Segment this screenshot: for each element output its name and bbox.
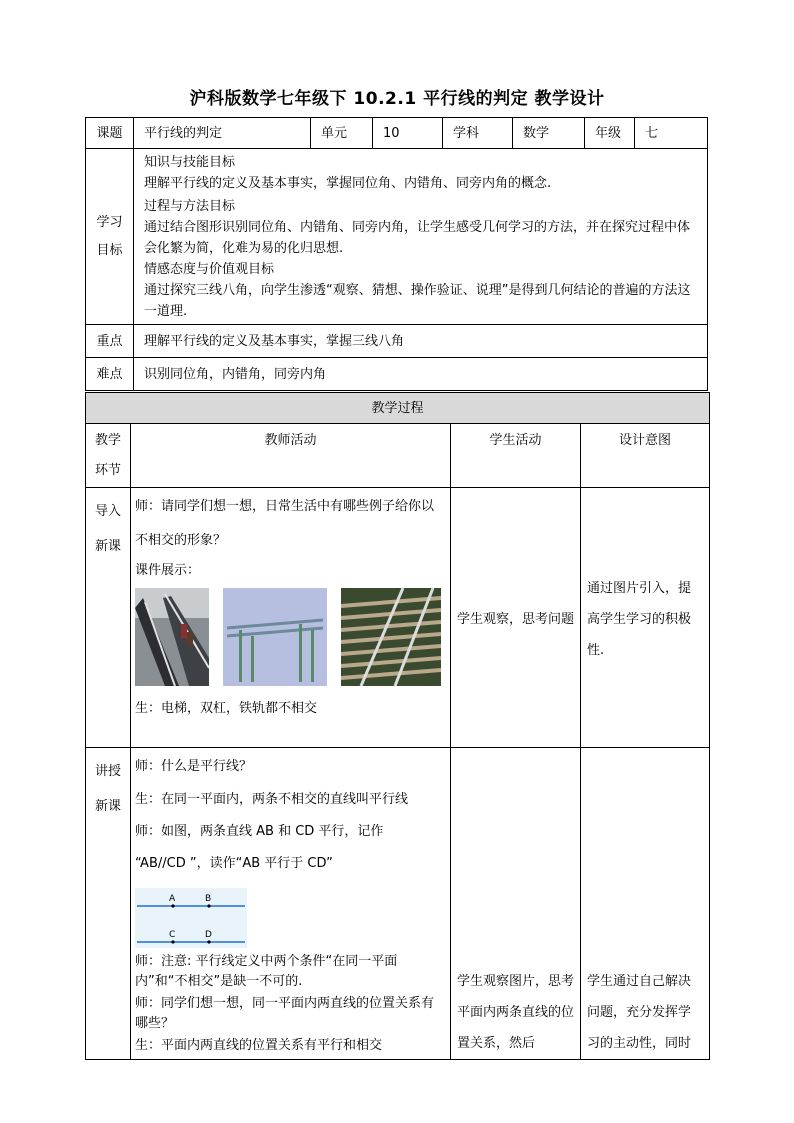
- stage-intro: 导入 新课: [86, 488, 131, 748]
- intro-design-intent: 通过图片引入，提高学生学习的积极性.: [581, 488, 710, 748]
- escalator-image: [135, 588, 209, 686]
- intent-header: 设计意图: [581, 424, 710, 488]
- grade-value: 七: [635, 118, 708, 149]
- subject-label: 学科: [443, 118, 513, 149]
- process-title: 教学过程: [86, 393, 710, 424]
- goal-heading: 知识与技能目标: [144, 154, 236, 170]
- goal-heading: 过程与方法目标: [144, 198, 236, 214]
- lecture-student-activity: 学生观察图片，思考平面内两条直线的位置关系，然后: [451, 748, 581, 1060]
- intro-student-activity: 学生观察，思考问题: [451, 488, 581, 748]
- difficulties: 识别同位角，内错角，同旁内角: [134, 358, 708, 391]
- key-points: 理解平行线的定义及基本事实，掌握三线八角: [134, 325, 708, 358]
- student-header: 学生活动: [451, 424, 581, 488]
- document-title: 沪科版数学七年级下 10.2.1 平行线的判定 教学设计: [189, 89, 605, 109]
- teacher-line: 师：注意: 平行线定义中两个条件“在同一平面内”和“不相交”是缺一不可的.: [135, 954, 398, 989]
- lecture-teacher-activity: [131, 748, 451, 1060]
- courseware-images: [135, 588, 446, 686]
- stage-header: 教学 环节: [86, 424, 131, 488]
- topic-label: 课题: [86, 118, 134, 149]
- unit-value: 10: [373, 118, 443, 149]
- goal-text: 理解平行线的定义及基本事实，掌握同位角、内错角、同旁内角的概念.: [144, 175, 552, 191]
- teacher-header: 教师活动: [131, 424, 451, 488]
- grade-label: 年级: [585, 118, 635, 149]
- key-points-label: 重点: [86, 325, 134, 358]
- teacher-line: “AB//CD ”，读作“AB 平行于 CD”: [135, 856, 333, 871]
- teacher-line: 师：请同学们想一想，日常生活中有哪些例子给你以不相交的形象？: [135, 499, 435, 548]
- teacher-line: 师：同学们想一想，同一平面内两直线的位置关系有哪些？: [135, 996, 435, 1031]
- teacher-line: 师：什么是平行线？: [135, 759, 253, 774]
- difficulties-label: 难点: [86, 358, 134, 391]
- goal-text: 通过探究三线八角，向学生渗透“观察、猜想、操作验证、说理”是得到几何结论的普遍的方法这一道理.: [144, 282, 691, 319]
- goals-label: 学习 目标: [86, 149, 134, 325]
- point-b-label: B: [205, 894, 212, 904]
- point-d-label: D: [205, 930, 212, 940]
- parallel-lines-diagram: [135, 888, 247, 948]
- parallel-bars-image: [223, 588, 327, 686]
- point-a-label: A: [169, 894, 176, 904]
- goal-heading: 情感态度与价值观目标: [144, 261, 275, 277]
- point-c-label: C: [169, 930, 176, 940]
- lesson-info-table: [85, 117, 708, 391]
- intro-teacher-activity: [131, 488, 451, 748]
- unit-label: 单元: [311, 118, 373, 149]
- teacher-line: 生：电梯，双杠，铁轨都不相交: [135, 701, 318, 716]
- teacher-line: 课件展示：: [135, 563, 201, 578]
- subject-value: 数学: [513, 118, 585, 149]
- learning-goals: [134, 149, 708, 325]
- railway-tracks-image: [341, 588, 441, 686]
- goal-text: 通过结合图形识别同位角、内错角、同旁内角，让学生感受几何学习的方法，并在探究过程中体会化繁为简，化难为易的化归思想.: [144, 219, 691, 256]
- lecture-design-intent: 学生通过自己解决问题，充分发挥学习的主动性，同时: [581, 748, 710, 1060]
- teacher-line: 生：在同一平面内，两条不相交的直线叫平行线: [135, 792, 409, 807]
- teacher-line: 师：如图，两条直线 AB 和 CD 平行，记作: [135, 824, 384, 839]
- topic-value: 平行线的判定: [134, 118, 311, 149]
- teaching-process-table: [85, 392, 710, 1060]
- stage-lecture: 讲授 新课: [86, 748, 131, 1060]
- teacher-line: 生：平面内两直线的位置关系有平行和相交: [135, 1038, 383, 1053]
